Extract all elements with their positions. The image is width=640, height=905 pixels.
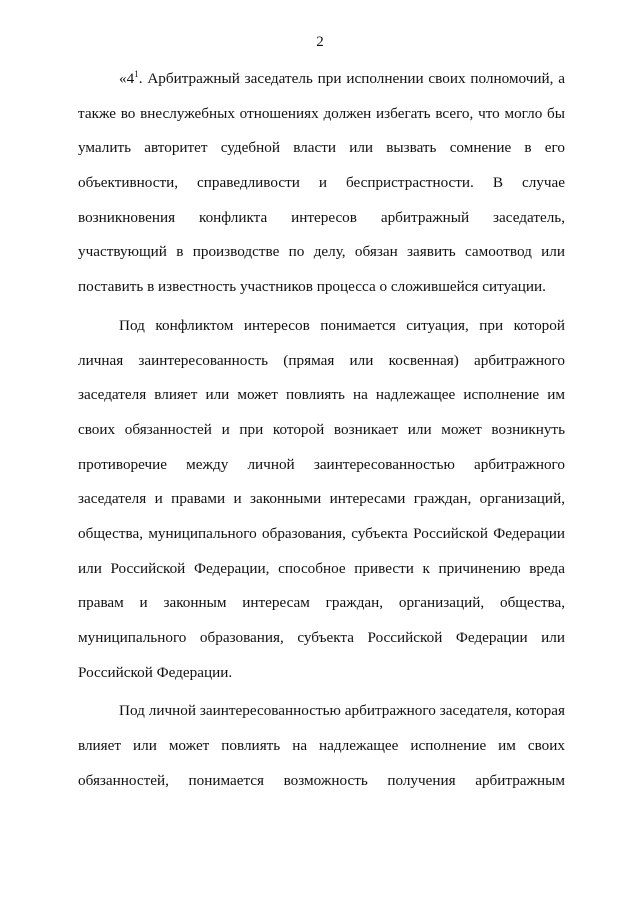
text-line: общества, муниципального образования, субъекта Российской Федерации <box>78 524 565 542</box>
paragraph-conflict-of-interest <box>78 316 565 698</box>
text-line: поставить в известность участников процесса о сложившейся ситуации. <box>78 278 546 296</box>
article-superscript: 1 <box>134 69 139 79</box>
text-line: Российской Федерации. <box>78 663 233 681</box>
paragraph-personal-interest <box>78 701 565 805</box>
text-line: объективности, справедливости и беспристрастности. В случае <box>78 174 565 192</box>
text-line: умалить авторитет судебной власти или вызвать сомнение в его <box>78 139 565 157</box>
text-line: заседателя влияет или может повлиять на надлежащее исполнение им <box>78 386 565 404</box>
text-line: также во внеслужебных отношениях должен избегать всего, что могло бы <box>78 104 565 122</box>
text-line: или Российской Федерации, способное привести к причинению вреда <box>78 559 565 577</box>
text-line: Под конфликтом интересов понимается ситуация, при которой <box>119 316 565 334</box>
text-line: противоречие между личной заинтересованностью арбитражного <box>78 455 565 473</box>
paragraph-article-4-1 <box>78 69 565 312</box>
text-line: личная заинтересованность (прямая или косвенная) арбитражного <box>78 351 565 369</box>
text-line: муниципального образования, субъекта Российской Федерации или <box>78 629 565 646</box>
text-line <box>78 69 565 104</box>
text-line: Под личной заинтересованностью арбитражного заседателя, которая <box>119 702 565 720</box>
opening-quote-article-number: «4 <box>119 70 135 87</box>
line-text: . Арбитражный заседатель при исполнении своих полномочий, а <box>138 70 565 87</box>
text-line: влияет или может повлиять на надлежащее исполнение им своих <box>78 737 565 755</box>
text-line: заседателя и правами и законными интересами граждан, организаций, <box>78 490 565 508</box>
text-line: своих обязанностей и при которой возникает или может возникнуть <box>78 420 565 438</box>
text-line: участвующий в производстве по делу, обязан заявить самоотвод или <box>78 243 565 261</box>
text-line: правам и законным интересам граждан, организаций, общества, <box>78 594 565 612</box>
text-line: возникновения конфликта интересов арбитражный заседатель, <box>78 208 565 226</box>
page-number: 2 <box>316 34 324 50</box>
text-line: обязанностей, понимается возможность получения арбитражным <box>78 771 565 789</box>
document-body <box>78 69 565 805</box>
